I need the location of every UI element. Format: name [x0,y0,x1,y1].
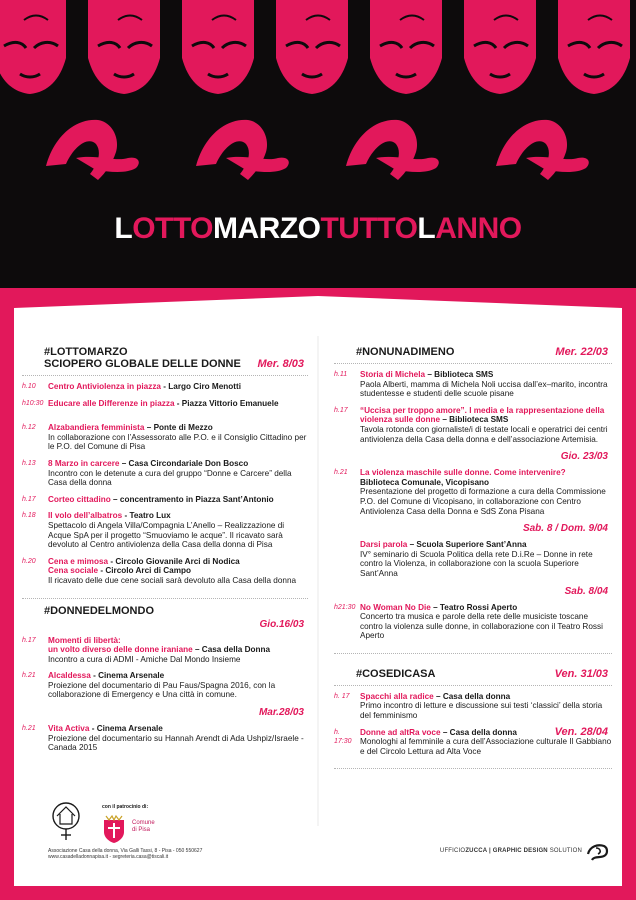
event-time: h.17 [22,495,36,503]
event-venue: – Scuola Superiore Sant’Anna [407,540,527,550]
section-date: Sab. 8 / Dom. 9/04 [522,523,608,535]
comune-line-2: di Pisa [132,827,151,833]
event-description: In collaborazione con l’Assessorato alle P.O. e il Consiglio Cittadino per le P.O. del Comune di Pisa [48,432,307,452]
event-item [22,724,308,753]
comune-label [132,820,155,834]
event-time: h10:30 [22,399,44,407]
section-date: Mer. 8/03 [257,358,304,370]
comune-crest-icon [100,814,128,844]
event-title: Il volo dell’albatros [48,511,123,521]
event-venue: - Cinema Arsenale [89,724,163,734]
event-venue: – Casa Circondariale Don Bosco [119,458,249,468]
event-venue: – concentramento in Piazza Sant’Antonio [110,494,274,504]
title-part-2: OTTO [132,212,213,245]
event-venue: - Teatro Lux [122,511,171,521]
event-item [22,459,308,488]
event-description: Incontro a cura di ADMI - Amiche Dal Mondo Insieme [48,654,241,664]
event-title: Darsi parola [360,540,408,550]
studio-logo-icon [586,842,610,862]
event-item [22,557,308,586]
section-date: Gio. 23/03 [560,451,608,463]
event-description: Proiezione del documentario di Pau Faus/Spagna 2016, con la collaborazione di Emergency e Una città in comune. [48,680,276,700]
event-description: Il ricavato delle due cene sociali sarà devoluto alla Casa della donna [48,575,297,585]
event-venue: - Largo Ciro Menotti [160,382,242,391]
credit-part-2: ZUCCA [465,848,488,854]
poster-header [0,0,636,310]
event-title: 8 Marzo in carcere [48,458,120,468]
title-part-4: TUTTO [320,212,418,245]
divider [334,680,612,686]
comune-line-1: Comune [132,820,155,826]
event-venue: – Casa della donna [433,691,511,701]
section-heading [22,346,308,370]
event-venue: – Casa della donna [440,727,517,737]
event-item [22,495,308,505]
section-heading [22,605,308,617]
event-title: Cena e mimosa [48,556,109,566]
section-cosedicasa [334,668,612,770]
event-time: h.11 [334,371,348,378]
divider [22,370,308,376]
heading-line: #COSEDICASA [356,667,436,680]
address-line: Associazione Casa della donna, Via Galli Tassi, 8 - Pisa - 050 550627 [48,848,203,854]
design-credit [440,848,582,854]
patronage-label: con il patrocinio di: [102,804,149,810]
event-title: Donne ad altRa voce [360,727,441,737]
event-venue: - Circolo Giovanile Arci di Nodica [108,556,240,566]
spacer [334,660,612,668]
title-part-3: MARZO [213,212,321,245]
event-venue: – Biblioteca SMS [440,415,509,425]
spacer [22,415,308,423]
event-description: Concerto tra musica e parole della rete delle musiciste toscane contro la violenza sulle donne, in collaborazione con il Teatro Rossi Aperto [360,612,603,641]
credit-part-1: UFFICIO [439,848,466,854]
event-time: h.21 [22,672,36,680]
event-title: Corteo cittadino [48,494,111,504]
event-time: h. 17:30 [334,728,352,746]
event-time: h.21 [22,725,36,733]
event-venue-2: - Circolo Arci di Campo [98,566,192,576]
divider [334,763,612,769]
event-time: h. 17 [334,692,350,700]
event-item [334,468,612,516]
event-item [22,511,308,549]
event-venue: - Cinema Arsenale [90,671,165,681]
event-venue: – Ponte di Mezzo [144,423,213,433]
title-part-5: L [417,212,436,245]
event-item [22,423,308,452]
event-title: No Woman No Die [360,602,431,612]
event-venue: – Teatro Rossi Aperto [430,602,518,612]
header-artwork [0,0,636,310]
title-part-1: L [114,212,133,245]
section-date: Gio.16/03 [259,618,304,630]
event-venue: – Biblioteca SMS [425,370,494,379]
event-time: h.21 [334,469,348,477]
event-description: Spettacolo di Angela Villa/Compagnia L’Anello – Realizzazione di Acque SpA per il progetto “Smuoviamo le acque”. Il ricavato sarà devoluto al Centro antiviolenza della Casa della donna di Pisa [48,520,285,550]
casa-della-donna-logo-icon [46,800,86,844]
event-item [334,540,612,578]
event-title: Alcaldessa [48,671,91,681]
event-description: Primo incontro di letture e discussione sui testi ‘classici’ della storia del femminismo [360,701,603,721]
section-date: Sab. 8/04 [564,585,608,597]
event-venue: Biblioteca Comunale, Vicopisano [360,477,490,487]
event-description: IV° seminario di Scuola Politica della rete D.i.Re – Donne in rete contro la Violenza, in collaborazione con la scuola Superiore Sant’Anna [360,549,593,578]
section-nonunadimeno [334,346,612,641]
event-item [334,603,612,641]
section-date: Mer. 22/03 [555,346,608,358]
divider [334,648,612,654]
event-title: Momenti di libertà: [48,635,121,645]
event-time: h.18 [22,512,36,520]
title-part-6: ANNO [435,212,522,245]
event-item [22,636,308,665]
poster-title [0,212,636,246]
event-item [334,692,612,721]
section-date: Mar.28/03 [258,707,304,719]
event-title: Educare alle Differenze in piazza [48,398,175,408]
section-heading [334,346,612,358]
section-donnedelmondo [22,605,308,753]
event-description: Paola Alberti, mamma di Michela Noli uccisa dall’ex–marito, incontra studentesse e studenti delle scuole pisane [360,379,608,399]
event-title: La violenza maschile sulle donne. Come intervenire? [360,468,566,478]
contact-line: www.casadelladonnapisa.it - segreteria.casa@tiscali.it [48,854,169,860]
section-heading [334,668,612,680]
event-time: h.12 [22,424,36,432]
event-title-2: un volto diverso delle donne iraniane [48,645,193,655]
event-venue: - Piazza Vittorio Emanuele [174,398,279,408]
event-time: h.10 [22,383,36,390]
event-description: Incontro con le detenute a cura del gruppo “Donne e Carcere” della Casa della donna [48,468,292,488]
event-description: Monologhi al femminile a cura dell’Associazione culturale Il Gabbiano e del Circolo Lettura ad Alta Voce [360,737,612,756]
left-column [22,346,308,760]
event-item [334,725,612,757]
event-time: h21:30 [334,603,356,611]
event-title: Storia di Michela [360,370,426,379]
heading-line-2: SCIOPERO GLOBALE DELLE DONNE [44,358,241,370]
event-item [22,671,308,700]
section-lottomarzo [22,346,308,586]
heading-line: #NONUNADIMENO [356,346,455,358]
event-title: “Uccisa per troppo amore”. I media e la rappresentazione della violenza sulle donne [360,405,605,425]
event-description: Presentazione del progetto di formazione a cura della Commissione P.O. del Comune di Vicopisano, in collaborazione con Centro Antiviolenza Casa della Donna e SdS Zona Pisana [360,487,606,516]
event-title: Spacchi alla radice [360,691,434,701]
event-venue: – Casa della Donna [192,645,271,655]
event-time: h.17 [334,406,348,414]
divider [334,358,612,364]
event-time: h.17 [22,636,36,644]
event-item [334,370,612,399]
address-block [48,848,202,860]
event-title: Vita Activa [48,724,90,734]
credit-part-3: | GRAPHIC DESIGN [487,848,548,854]
event-description: Tavola rotonda con giornaliste/i di testate locali e operatrici dei centri antiviolenza della Casa della donna e dell’associazione Artemisia. [360,424,608,444]
right-column [334,346,612,775]
footer [28,800,618,872]
event-title: Alzabandiera femminista [48,423,145,433]
event-item [22,399,308,409]
section-date: Ven. 31/03 [554,667,608,680]
heading-line: #DONNEDELMONDO [44,604,155,617]
event-item [22,382,308,392]
divider [22,593,308,599]
event-title-2: Cena sociale [48,566,99,576]
credit-part-4: SOLUTION [547,848,582,854]
event-description: Proiezione del documentario su Hannah Arendt di Ada Ushpiz/Israele - Canada 2015 [48,733,304,753]
event-title: Centro Antiviolenza in piazza [48,382,161,391]
event-time: h.13 [22,459,36,467]
event-item [334,406,612,444]
event-time: h.20 [22,557,36,565]
event-date: Ven. 28/04 [554,725,608,738]
heading-line-1: #LOTTOMARZO [44,346,128,358]
